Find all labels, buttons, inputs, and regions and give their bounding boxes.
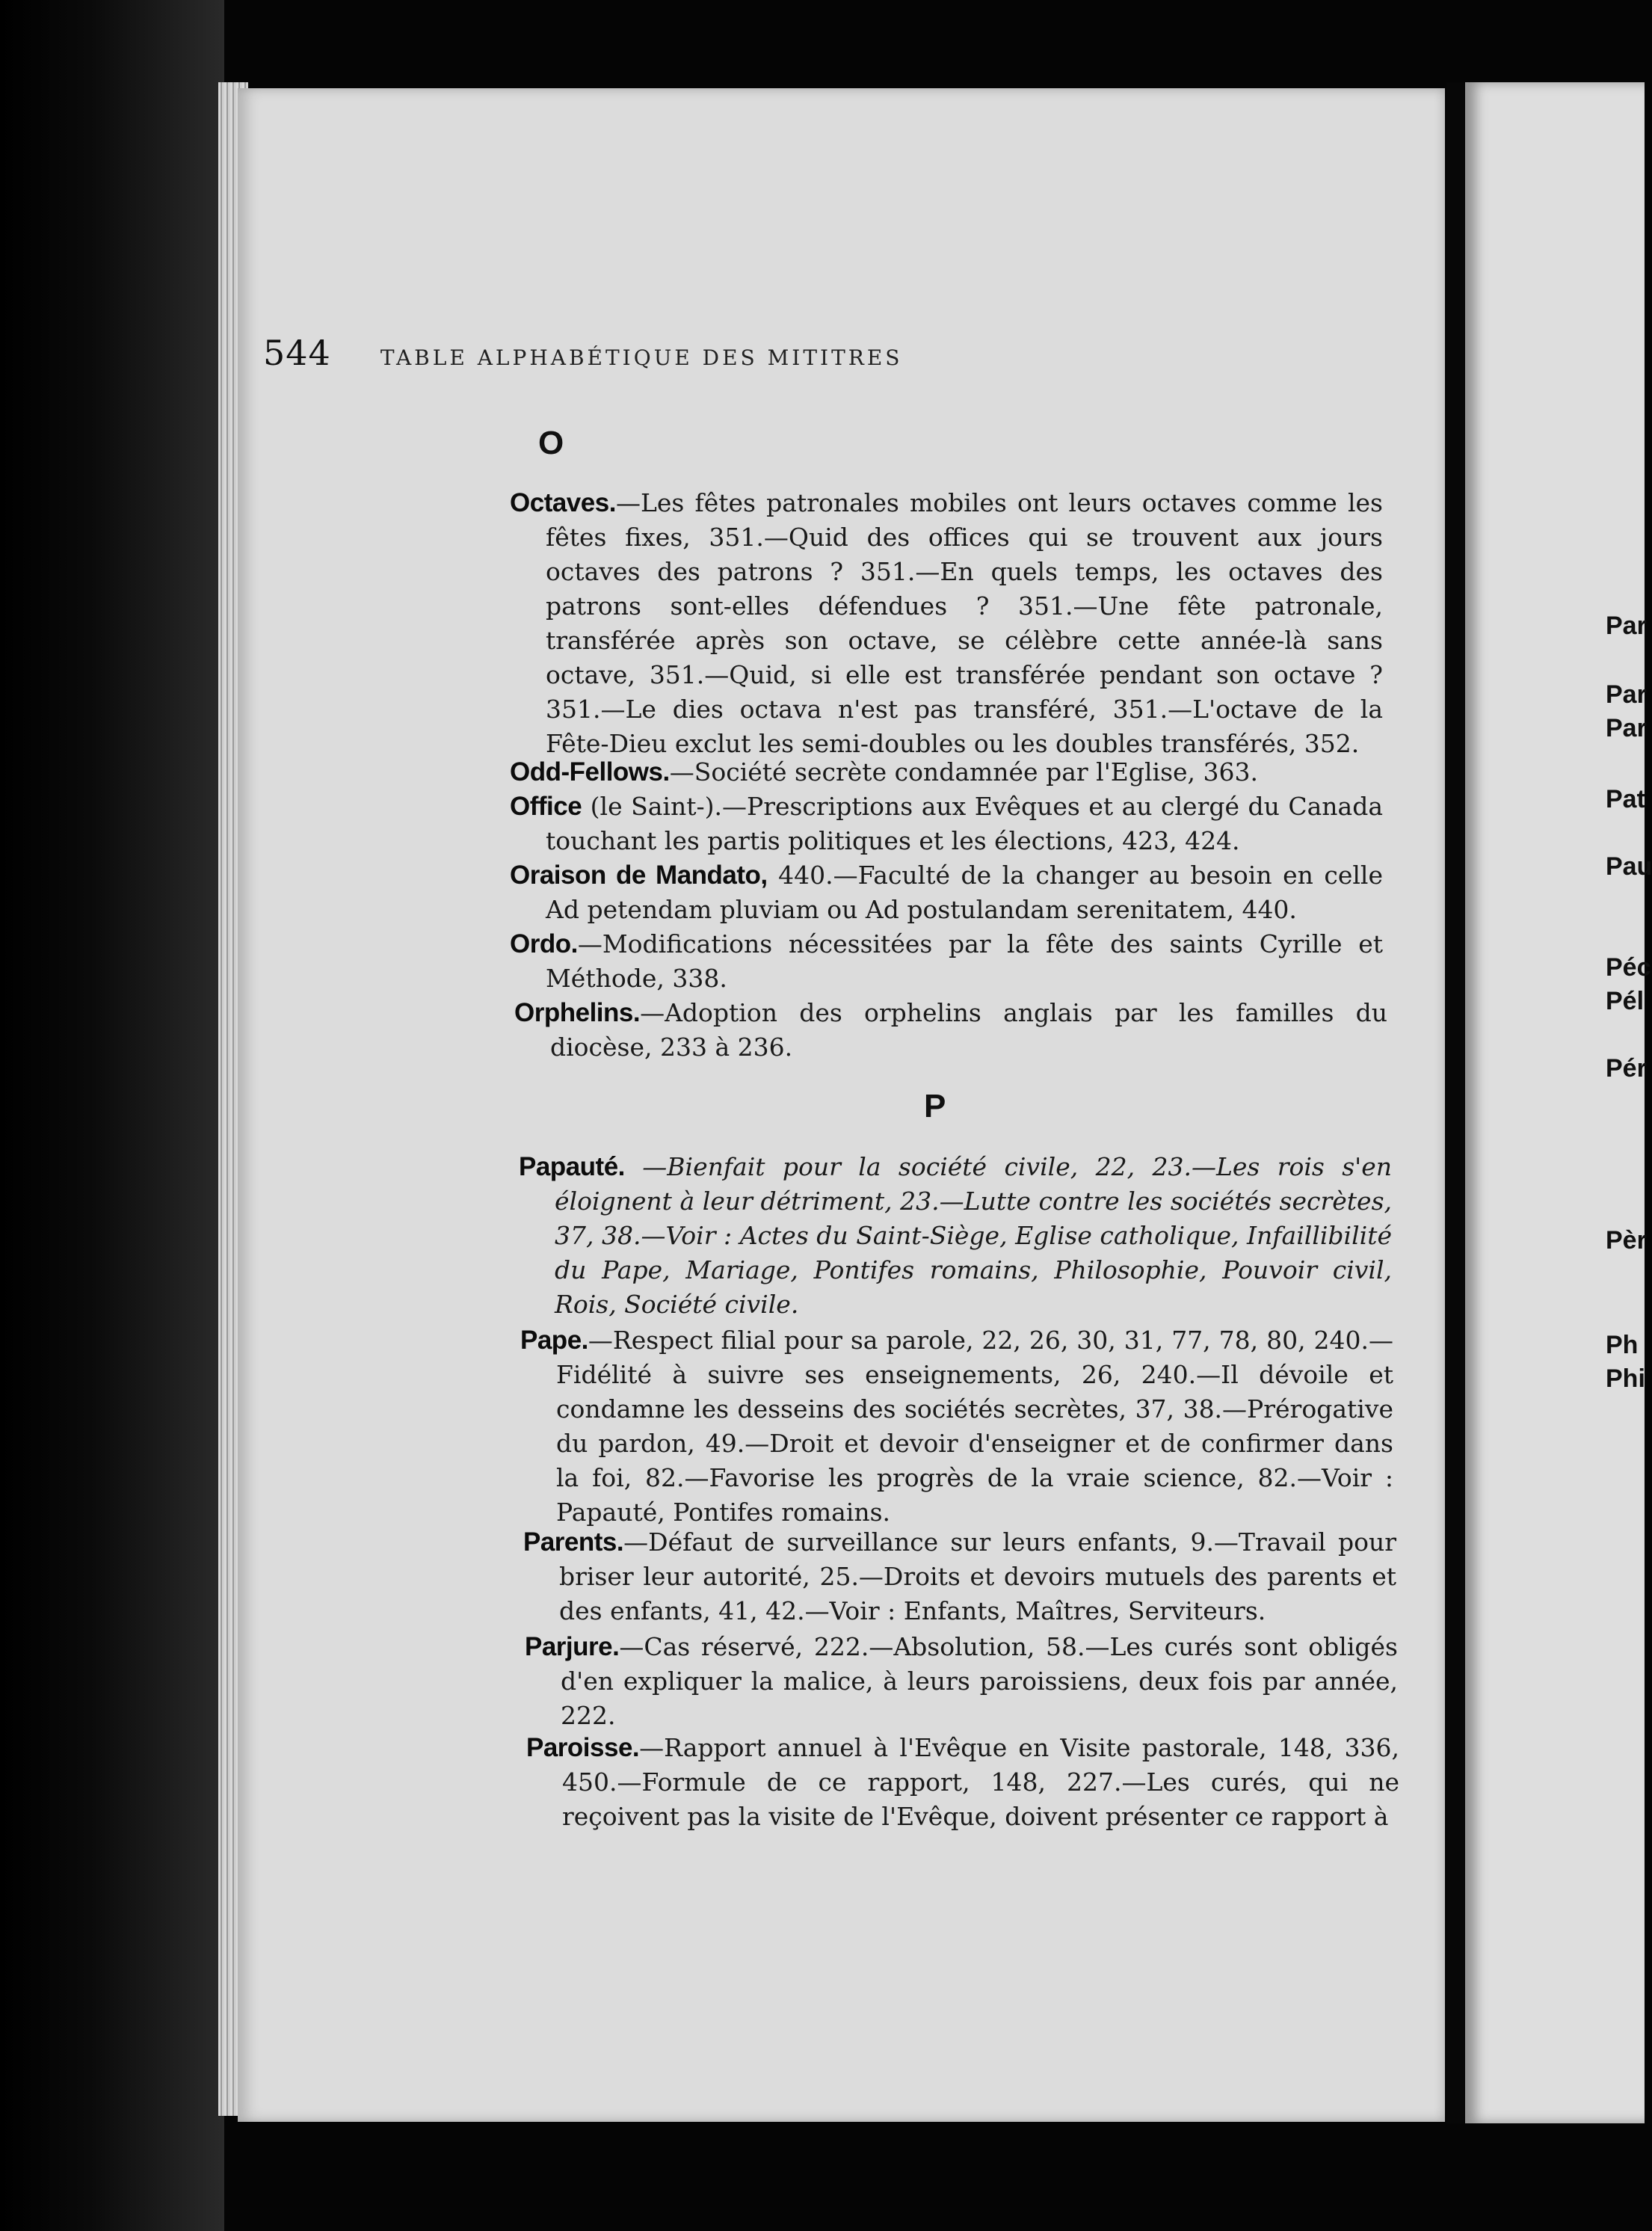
facing-page-fragment: Par — [1606, 612, 1647, 640]
facing-page-fragment: Par — [1606, 714, 1647, 742]
entry-headword: Orphelins. — [514, 998, 641, 1027]
page-number: 544 — [263, 333, 331, 373]
entry-headword: Odd-Fellows. — [510, 757, 670, 787]
facing-page-fragment: Pél — [1606, 987, 1645, 1015]
facing-page-fragment: Pau — [1606, 852, 1652, 881]
facing-page — [1465, 82, 1645, 2123]
entry-headword: Parents. — [523, 1527, 624, 1557]
index-entry — [510, 858, 1383, 927]
index-entry — [520, 1323, 1393, 1530]
facing-page-fragment: Phi — [1606, 1364, 1645, 1393]
entry-text: —Les fêtes patronales mobiles ont leurs octaves comme les fêtes fixes, 351.—Quid des offices qui se trouvent aux jours octaves des patrons ? 351.—En quels temps, les octaves des patrons sont-elles défendues ? 351.—Une fête patronale, transférée après son octave, se célèbre cette année-là sans octave, 351.—Quid, si elle est transférée pendant son octave ? 351.—Le dies octava n'est pas transféré, 351.—L'octave de la Fête-Dieu exclut les semi-doubles ou les doubles transférés, 352. — [546, 488, 1383, 758]
entry-headword: Octaves. — [510, 488, 616, 517]
entry-text: (le Saint-).—Prescriptions aux Evêques et au clergé du Canada touchant les partis politiques et les élections, 423, 424. — [546, 792, 1383, 855]
index-entry — [510, 486, 1383, 761]
entry-headword: Paroisse. — [526, 1733, 640, 1762]
entry-text: —Adoption des orphelins anglais par les familles du diocèse, 233 à 236. — [550, 998, 1387, 1062]
facing-page-fragment: Pat — [1606, 785, 1645, 813]
index-entry — [526, 1731, 1399, 1834]
page-header — [263, 333, 1235, 373]
entry-headword: Pape. — [520, 1326, 588, 1355]
index-entry — [510, 927, 1383, 996]
facing-page-fragment: Ph — [1606, 1331, 1639, 1359]
entry-headword: Office — [510, 792, 582, 821]
index-entry — [523, 1525, 1396, 1628]
entry-text: —Modifications nécessitées par la fête des saints Cyrille et Méthode, 338. — [546, 929, 1383, 993]
gutter-shadow — [1446, 82, 1465, 2123]
entry-headword: Ordo. — [510, 929, 578, 958]
index-entry — [519, 1150, 1392, 1322]
index-entry — [510, 790, 1383, 858]
facing-page-fragment: Par — [1606, 680, 1647, 709]
index-entry — [525, 1630, 1398, 1733]
running-title: TABLE ALPHABÉTIQUE DES MITITRES — [380, 345, 903, 370]
facing-page-fragment: Pér — [1606, 1054, 1647, 1083]
index-entry — [514, 996, 1387, 1065]
entry-text: —Défaut de surveillance sur leurs enfants, 9.—Travail pour briser leur autorité, 25.—Droits et devoirs mutuels des parents et des enfants, 41, 42.—Voir : Enfants, Maîtres, Serviteurs. — [559, 1527, 1396, 1625]
facing-page-fragment: Pèr — [1606, 1226, 1647, 1255]
entry-text: —Bienfait pour la société civile, 22, 23.—Les rois s'en éloignent à leur détriment, 23.—Lutte contre les sociétés secrètes, 37, 38.—Voir : Actes du Saint-Siège, Eglise catholique, Infaillibilité du Pape, Mariage, Pontifes romains, Philosophie, Pouvoir civil, Rois, Société civile. — [555, 1152, 1392, 1319]
scan-left-shadow — [0, 0, 224, 2231]
entry-text: —Société secrète condamnée par l'Eglise, 363. — [669, 757, 1259, 787]
facing-page-fragment: Péc — [1606, 953, 1651, 982]
index-entry — [510, 755, 1383, 790]
entry-text: —Cas réservé, 222.—Absolution, 58.—Les curés sont obligés d'en expliquer la malice, à leurs paroissiens, deux fois par année, 222. — [561, 1632, 1398, 1730]
entry-headword: Parjure. — [525, 1632, 620, 1661]
entry-text: 440.—Faculté de la changer au besoin en celle Ad petendam pluviam ou Ad postulandam serenitatem, 440. — [546, 861, 1384, 924]
entry-headword: Papauté. — [519, 1152, 625, 1181]
entry-headword: Oraison de Mandato, — [510, 861, 768, 890]
entry-text: —Rapport annuel à l'Evêque en Visite pastorale, 148, 336, 450.—Formule de ce rapport, 148, 227.—Les curés, qui ne reçoivent pas la visite de l'Evêque, doivent présenter ce rapport à — [562, 1733, 1399, 1831]
entry-text: —Respect filial pour sa parole, 22, 26, 30, 31, 77, 78, 80, 240.—Fidélité à suivre ses enseignements, 26, 240.—Il dévoile et condamne les desseins des sociétés secrètes, 37, 38.—Prérogative du pardon, 49.—Droit et devoir d'enseigner et de confirmer dans la foi, 82.—Favorise les progrès de la vraie science, 82.—Voir : Papauté, Pontifes romains. — [556, 1326, 1393, 1527]
